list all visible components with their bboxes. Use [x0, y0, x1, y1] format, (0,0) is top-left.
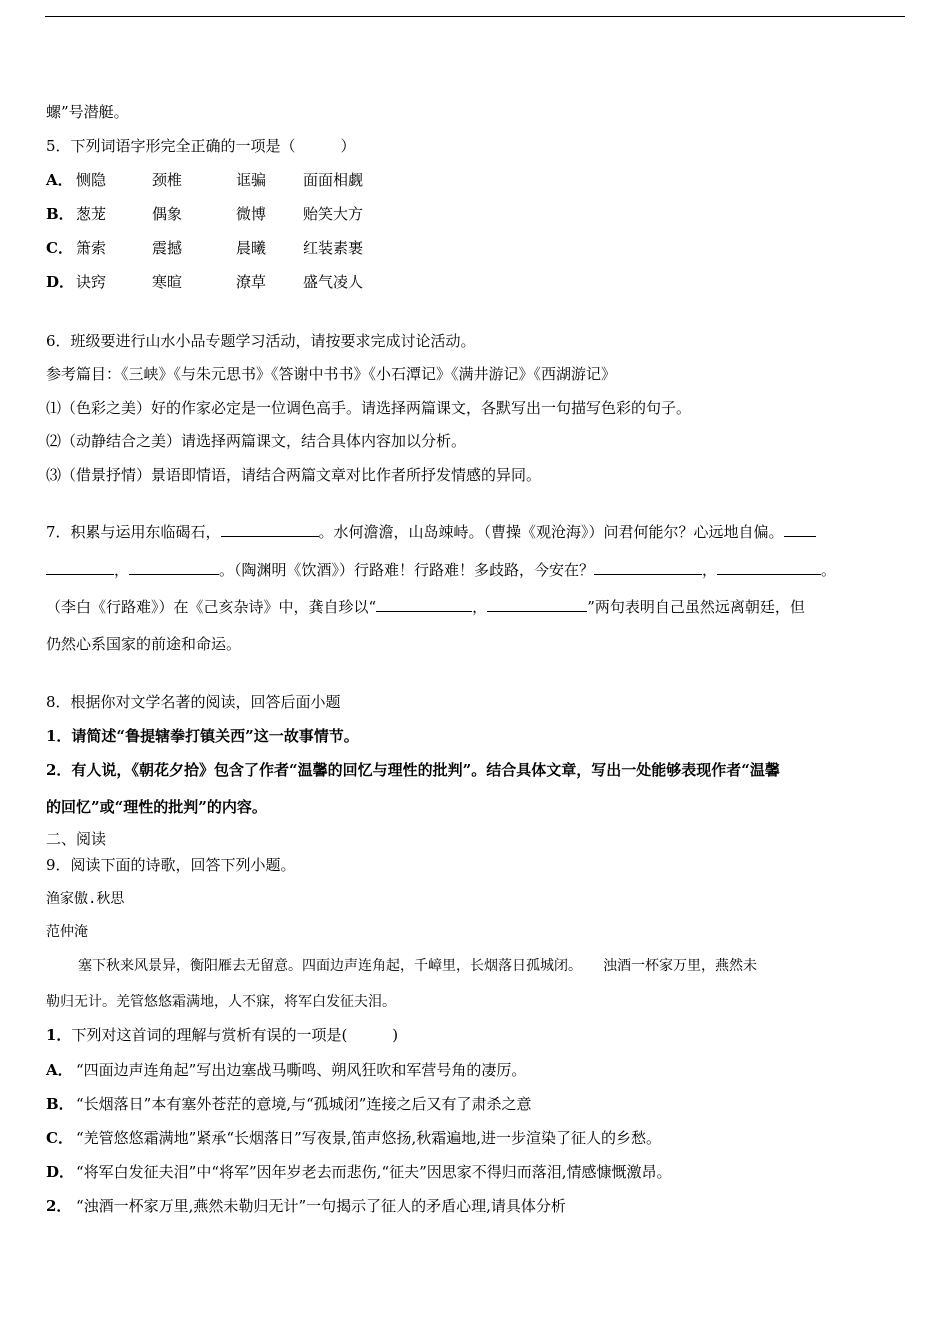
q8-sub-1: 1．请简述“鲁提辖拳打镇关西”这一故事情节。 [46, 727, 359, 745]
option-label: A． [46, 1061, 73, 1079]
option-label: A． [46, 171, 73, 189]
option-word: 贻笑大方 [303, 205, 364, 223]
q7-line-1 [46, 522, 816, 542]
poem-author: 范仲淹 [46, 924, 88, 940]
q7-text: 。 [821, 561, 837, 579]
poem-title: 渔家傲.秋思 [46, 891, 125, 907]
sub-label: 1． [46, 1026, 72, 1044]
sub-text: “浊酒一杯家万里,燕然未勒归无计”一句揭示了征人的矛盾心理,请具体分析 [76, 1197, 566, 1215]
q5-option-b [46, 204, 363, 224]
q6-item-3: ⑶（借景抒情）景语即情语，请结合两篇文章对比作者所抒发情感的异同。 [46, 466, 542, 484]
header-rule [45, 16, 905, 17]
option-word: 震撼 [152, 239, 183, 257]
option-word: 盛气凌人 [303, 273, 364, 291]
q5-option-a [46, 170, 363, 190]
option-word: 偶象 [152, 205, 183, 223]
option-text: “长烟落日”本有塞外苍茫的意境,与“孤城闭”连接之后又有了肃杀之意 [76, 1095, 532, 1113]
option-label: B． [46, 205, 74, 223]
option-label: C． [46, 1129, 73, 1147]
answer-blank[interactable] [129, 560, 219, 575]
answer-blank[interactable] [717, 560, 821, 575]
option-text: “将军白发征夫泪”中“将军”因年岁老去而悲伤,“征夫”因思家不得归而落泪,情感慷慨激昂。 [76, 1163, 672, 1181]
option-word: 红装素裹 [303, 239, 364, 257]
q7-line-4: 仍然心系国家的前途和命运。 [46, 635, 242, 653]
option-word: 寒暄 [152, 273, 183, 291]
option-word: 箫索 [76, 239, 107, 257]
answer-blank[interactable] [376, 597, 472, 612]
q7-line-3 [46, 597, 805, 617]
q7-line-2 [46, 560, 836, 580]
option-word: 恻隐 [76, 171, 107, 189]
option-label: C． [46, 239, 73, 257]
option-word: 颈椎 [152, 171, 183, 189]
q9-option-a [46, 1060, 526, 1080]
q7-text: ， [472, 598, 488, 616]
option-word: 微博 [236, 205, 267, 223]
q7-text: 。（陶渊明《饮酒》）行路难！行路难！多歧路，今安在？ [219, 561, 595, 579]
q9-option-b [46, 1094, 531, 1114]
q8-sub-2: 2．有人说，《朝花夕拾》包含了作者“温馨的回忆与理性的批判”。结合具体文章，写出一处能够表现作者“温馨 [46, 761, 780, 779]
option-word: 晨曦 [236, 239, 267, 257]
option-text: “羌管悠悠霜满地”紧承“长烟落日”写夜景,笛声悠扬,秋霜遍地,进一步渲染了征人的乡愁。 [76, 1129, 661, 1147]
q7-text: 。水何澹澹，山岛竦峙。（曹操《观沧海》）问君何能尔？心远地自偏。 [318, 523, 784, 541]
answer-blank[interactable] [594, 560, 702, 575]
sub-label: 2． [46, 1197, 72, 1215]
option-word: 诓骗 [236, 171, 267, 189]
q7-text: ， [114, 561, 130, 579]
option-word: 潦草 [236, 273, 267, 291]
option-label: B． [46, 1095, 74, 1113]
sub-text: 下列对这首词的理解与赏析有误的一项是( ) [71, 1026, 399, 1044]
q7-text: ， [702, 561, 718, 579]
section-title: 二、阅读 [46, 830, 107, 848]
option-text: “四面边声连角起”写出边塞战马嘶鸣、朔风狂吹和军营号角的凄厉。 [76, 1061, 527, 1079]
q6-reference-list: 参考篇目：《三峡》《与朱元思书》《答谢中书书》《小石潭记》《满井游记》《西湖游记》 [46, 365, 617, 383]
answer-blank[interactable] [784, 522, 816, 537]
q5-stem: 5．下列词语字形完全正确的一项是（ ） [46, 137, 356, 155]
poem-line-1: 塞下秋来风景异，衡阳雁去无留意。四面边声连角起，千嶂里，长烟落日孤城闭。 浊酒一杯家万里，燕然未 [78, 958, 757, 974]
q8-stem: 8．根据你对文学名著的阅读，回答后面小题 [46, 693, 341, 711]
q7-text: ”两句表明自己虽然远离朝廷，但 [587, 598, 805, 616]
q9-sub-1 [46, 1025, 398, 1045]
answer-blank[interactable] [221, 522, 319, 537]
q6-item-1: ⑴（色彩之美）好的作家必定是一位调色高手。请选择两篇课文，各默写出一句描写色彩的句子。 [46, 399, 692, 417]
q5-option-c [46, 238, 363, 258]
top-fragment: 螺”号潜艇。 [46, 103, 129, 121]
option-label: D． [46, 273, 75, 291]
q6-stem: 6．班级要进行山水小品专题学习活动，请按要求完成讨论活动。 [46, 332, 476, 350]
q7-text: 7．积累与运用东临碣石， [46, 523, 221, 541]
q5-option-d [46, 272, 363, 292]
q9-stem: 9．阅读下面的诗歌，回答下列小题。 [46, 856, 296, 874]
q9-sub-2 [46, 1196, 566, 1216]
q6-item-2: ⑵（动静结合之美）请选择两篇课文，结合具体内容加以分析。 [46, 432, 467, 450]
option-word: 葱茏 [76, 205, 107, 223]
poem-line-2: 勒归无计。羌管悠悠霜满地，人不寐，将军白发征夫泪。 [46, 994, 396, 1010]
option-word: 面面相觑 [303, 171, 364, 189]
q7-text: （李白《行路难》）在《己亥杂诗》中，龚自珍以“ [46, 598, 377, 616]
q9-option-c [46, 1128, 661, 1148]
q9-option-d [46, 1162, 672, 1182]
option-label: D． [46, 1163, 75, 1181]
option-word: 诀窍 [76, 273, 107, 291]
answer-blank[interactable] [46, 560, 114, 575]
q8-sub-2-cont: 的回忆”或“理性的批判”的内容。 [46, 798, 267, 816]
answer-blank[interactable] [487, 597, 587, 612]
